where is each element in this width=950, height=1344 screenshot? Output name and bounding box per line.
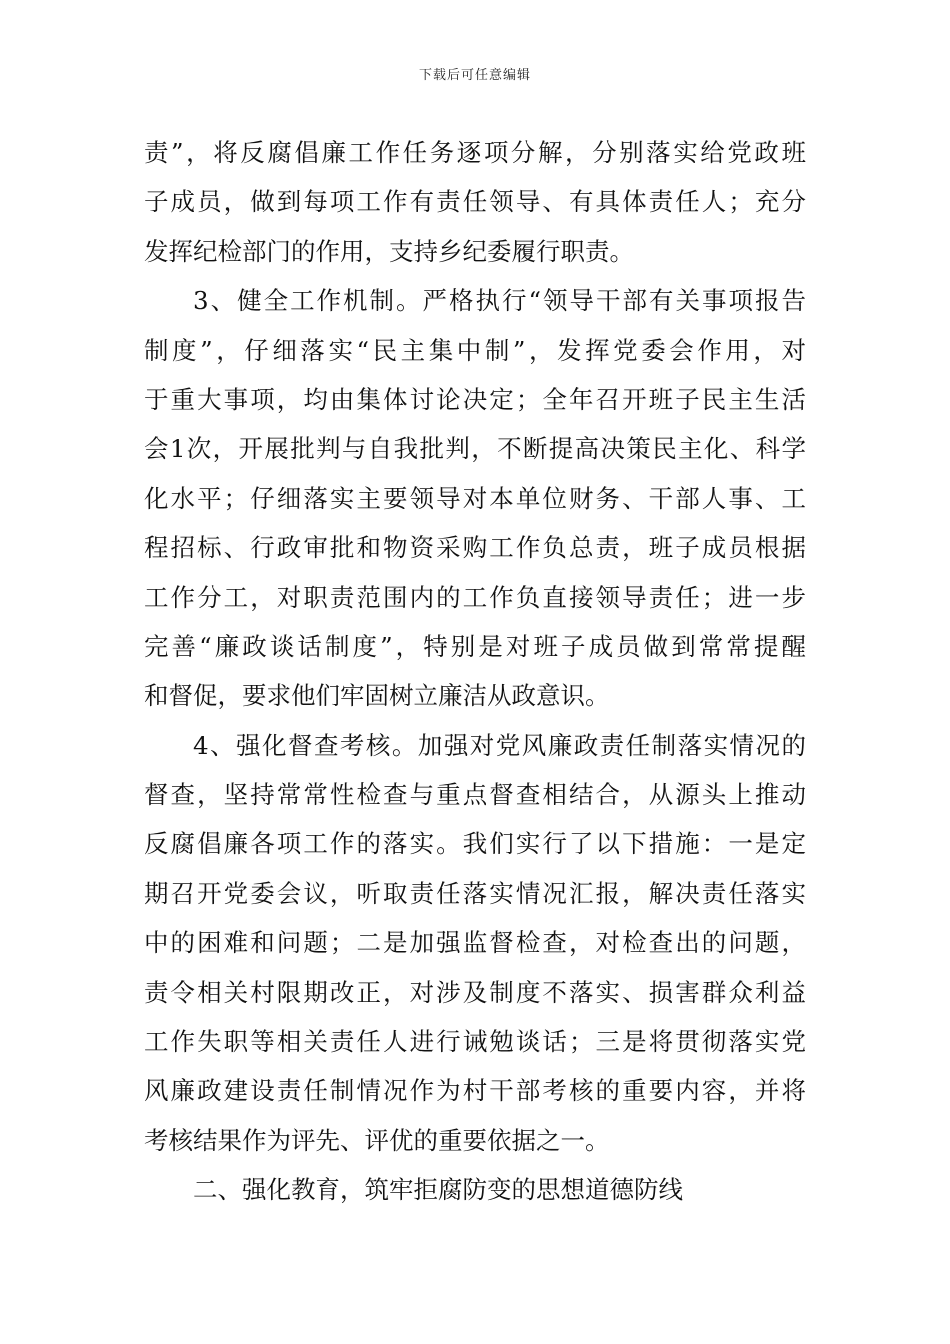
text-line: 发挥纪检部门的作用，支持乡纪委履行职责。 [144, 236, 634, 266]
text-line: 二、强化教育，筑牢拒腐防变的思想道德防线 [193, 1175, 683, 1205]
text-line: 中的困难和问题；二是加强监督检查，对检查出的问题， [144, 928, 806, 958]
text-line: 完善“廉政谈话制度”，特别是对班子成员做到常常提醒 [144, 631, 806, 661]
text-line: 化水平；仔细落实主要领导对本单位财务、干部人事、工 [144, 483, 806, 513]
text-line: 反腐倡廉各项工作的落实。我们实行了以下措施：一是定 [144, 829, 806, 859]
text-line: 制度”，仔细落实“民主集中制”，发挥党委会作用，对 [144, 335, 806, 365]
text-line: 子成员，做到每项工作有责任领导、有具体责任人；充分 [144, 187, 806, 217]
text-line: 3、健全工作机制。严格执行“领导干部有关事项报告 [193, 286, 806, 316]
text-line: 4、强化督查考核。加强对党风廉政责任制落实情况的 [193, 730, 806, 760]
text-line: 风廉政建设责任制情况作为村干部考核的重要内容，并将 [144, 1076, 806, 1106]
text-line: 责令相关村限期改正，对涉及制度不落实、损害群众利益 [144, 977, 806, 1007]
text-line: 于重大事项，均由集体讨论决定；全年召开班子民主生活 [144, 384, 806, 414]
document-body [144, 128, 806, 1215]
text-line: 责”，将反腐倡廉工作任务逐项分解，分别落实给党政班 [144, 138, 806, 167]
text-line: 和督促，要求他们牢固树立廉洁从政意识。 [144, 681, 610, 711]
text-line: 会1次，开展批判与自我批判，不断提高决策民主化、科学 [144, 434, 806, 464]
text-line: 工作分工，对职责范围内的工作负直接领导责任；进一步 [144, 582, 806, 612]
text-line: 督查，坚持常常性检查与重点督查相结合，从源头上推动 [144, 780, 806, 810]
text-line: 程招标、行政审批和物资采购工作负总责，班子成员根据 [144, 533, 806, 563]
text-line: 考核结果作为评先、评优的重要依据之一。 [144, 1125, 610, 1155]
text-line: 期召开党委会议，听取责任落实情况汇报，解决责任落实 [144, 878, 806, 908]
page-header: 下载后可任意编辑 [418, 68, 531, 83]
text-line: 工作失职等相关责任人进行诫勉谈话；三是将贯彻落实党 [144, 1027, 806, 1057]
